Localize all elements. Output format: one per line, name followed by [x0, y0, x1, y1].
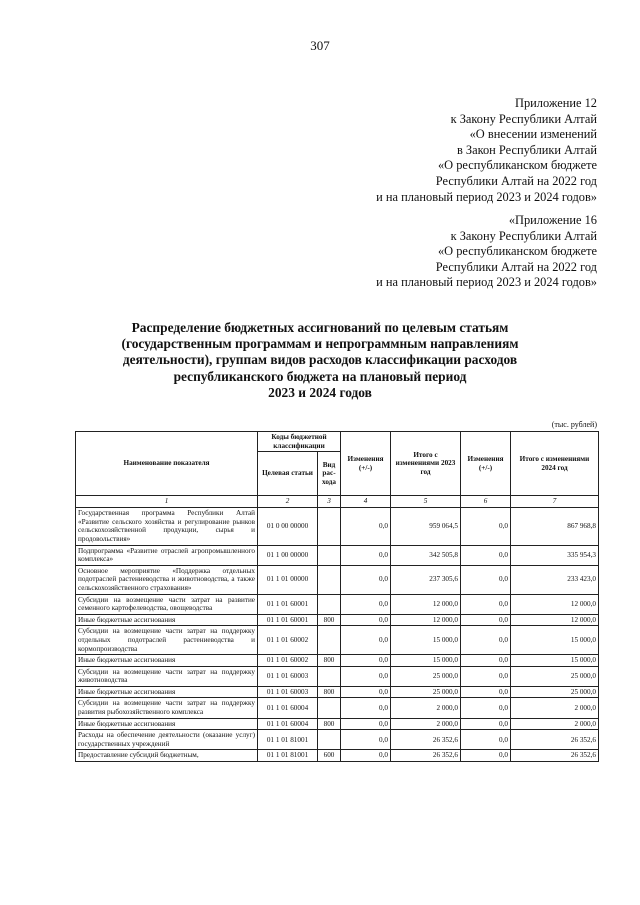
change-2024-cell: 0,0	[461, 718, 511, 730]
change-2024-cell: 0,0	[461, 545, 511, 565]
change-2024-cell: 0,0	[461, 594, 511, 614]
change-2023-cell: 0,0	[341, 508, 391, 545]
appendix-line: Приложение 12	[515, 96, 597, 110]
change-2024-cell: 0,0	[461, 750, 511, 762]
change-2024-cell: 0,0	[461, 614, 511, 626]
total-2023-cell: 25 000,0	[391, 666, 461, 686]
title-line: (государственным программам и непрограммным направлениям	[121, 336, 519, 352]
header-change-2023: Изменения (+/-)	[341, 432, 391, 496]
column-index: 3	[318, 496, 341, 508]
row-name-cell: Основное мероприятие «Поддержка отдельных подотраслей растениеводства и животноводства, а также сельскохозяйственного страхования»	[76, 565, 258, 594]
total-2024-cell: 15 000,0	[511, 626, 599, 655]
title-line: Распределение бюджетных ассигнований по целевым статьям	[131, 320, 509, 335]
change-2024-cell: 0,0	[461, 626, 511, 655]
row-name-cell: Расходы на обеспечение деятельности (оказание услуг) государственных учреждений	[76, 730, 258, 750]
budget-table	[75, 431, 599, 762]
appendix-line: «Приложение 16	[508, 213, 597, 227]
header-change-2024: Изменения (+/-)	[461, 432, 511, 496]
total-2024-cell: 12 000,0	[511, 614, 599, 626]
change-2023-cell: 0,0	[341, 655, 391, 667]
header-name: Наименование показателя	[76, 432, 258, 496]
target-code-cell: 01 1 01 60004	[258, 718, 318, 730]
appendix-line: и на плановый период 2023 и 2024 годов»	[376, 189, 597, 204]
header-vid: Вид рас-хода	[318, 452, 341, 496]
title-line: деятельности), группам видов расходов классификации расходов	[122, 352, 518, 368]
row-name-cell: Субсидии на возмещение части затрат на поддержку отдельных подотраслей растениеводства и кормопроизводства	[76, 626, 258, 655]
target-code-cell: 01 1 01 60001	[258, 594, 318, 614]
change-2023-cell: 0,0	[341, 545, 391, 565]
table-body	[76, 508, 599, 762]
change-2023-cell: 0,0	[341, 686, 391, 698]
header-codes-group: Коды бюджетной классификации	[258, 432, 341, 452]
change-2024-cell: 0,0	[461, 698, 511, 718]
column-index-row	[76, 496, 599, 508]
total-2023-cell: 26 352,6	[391, 730, 461, 750]
table-row	[76, 718, 599, 730]
total-2024-cell: 25 000,0	[511, 666, 599, 686]
appendix-line: «О республиканском бюджете	[437, 244, 597, 259]
expense-type-cell	[318, 626, 341, 655]
column-index: 6	[461, 496, 511, 508]
table-row	[76, 545, 599, 565]
row-name-cell: Субсидии на возмещение части затрат на поддержку развития рыбохозяйственного комплекса	[76, 698, 258, 718]
table-row	[76, 565, 599, 594]
total-2024-cell: 867 968,8	[511, 508, 599, 545]
column-index: 2	[258, 496, 318, 508]
title-line: республиканского бюджета на плановый период	[173, 368, 467, 384]
table-row	[76, 698, 599, 718]
target-code-cell: 01 1 01 00000	[258, 565, 318, 594]
appendix-16-header	[376, 213, 597, 291]
table-row	[76, 614, 599, 626]
change-2023-cell: 0,0	[341, 666, 391, 686]
row-name-cell: Иные бюджетные ассигнования	[76, 614, 258, 626]
total-2023-cell: 26 352,6	[391, 750, 461, 762]
expense-type-cell: 800	[318, 718, 341, 730]
appendix-line: Республики Алтай на 2022 год	[435, 173, 597, 188]
total-2024-cell: 26 352,6	[511, 730, 599, 750]
change-2023-cell: 0,0	[341, 626, 391, 655]
total-2023-cell: 12 000,0	[391, 594, 461, 614]
change-2024-cell: 0,0	[461, 655, 511, 667]
change-2023-cell: 0,0	[341, 594, 391, 614]
expense-type-cell	[318, 545, 341, 565]
target-code-cell: 01 1 01 60004	[258, 698, 318, 718]
total-2023-cell: 15 000,0	[391, 626, 461, 655]
unit-note: (тыс. рублей)	[551, 420, 597, 429]
expense-type-cell	[318, 666, 341, 686]
change-2023-cell: 0,0	[341, 614, 391, 626]
change-2023-cell: 0,0	[341, 718, 391, 730]
total-2024-cell: 2 000,0	[511, 698, 599, 718]
row-name-cell: Иные бюджетные ассигнования	[76, 686, 258, 698]
header-total-2024: Итого с изменениями 2024 год	[511, 432, 599, 496]
change-2024-cell: 0,0	[461, 508, 511, 545]
total-2023-cell: 25 000,0	[391, 686, 461, 698]
row-name-cell: Иные бюджетные ассигнования	[76, 718, 258, 730]
row-name-cell: Подпрограмма «Развитие отраслей агропромышленного комплекса»	[76, 545, 258, 565]
table-row	[76, 626, 599, 655]
table-row	[76, 655, 599, 667]
total-2024-cell: 335 954,3	[511, 545, 599, 565]
target-code-cell: 01 1 00 00000	[258, 545, 318, 565]
expense-type-cell	[318, 565, 341, 594]
target-code-cell: 01 1 01 60003	[258, 666, 318, 686]
appendix-line: к Закону Республики Алтай	[450, 228, 597, 243]
total-2023-cell: 15 000,0	[391, 655, 461, 667]
row-name-cell: Субсидии на возмещение части затрат на поддержку животноводства	[76, 666, 258, 686]
table-row	[76, 666, 599, 686]
table-row	[76, 686, 599, 698]
total-2023-cell: 12 000,0	[391, 614, 461, 626]
total-2024-cell: 25 000,0	[511, 686, 599, 698]
header-total-2023: Итого с изменениями 2023 год	[391, 432, 461, 496]
target-code-cell: 01 1 01 81001	[258, 750, 318, 762]
appendix-line: «О республиканском бюджете	[437, 158, 597, 173]
expense-type-cell	[318, 730, 341, 750]
title-line: 2023 и 2024 годов	[268, 384, 372, 400]
change-2024-cell: 0,0	[461, 686, 511, 698]
column-index: 5	[391, 496, 461, 508]
total-2023-cell: 237 305,6	[391, 565, 461, 594]
appendix-line: и на плановый период 2023 и 2024 годов»	[376, 275, 597, 290]
target-code-cell: 01 1 01 60003	[258, 686, 318, 698]
target-code-cell: 01 1 01 81001	[258, 730, 318, 750]
document-title	[70, 320, 570, 401]
expense-type-cell: 800	[318, 655, 341, 667]
appendix-line: «О внесении изменений	[469, 127, 597, 142]
header-target: Целевая статьи	[258, 452, 318, 496]
expense-type-cell: 800	[318, 614, 341, 626]
total-2023-cell: 2 000,0	[391, 698, 461, 718]
table-row	[76, 594, 599, 614]
target-code-cell: 01 0 00 00000	[258, 508, 318, 545]
change-2023-cell: 0,0	[341, 750, 391, 762]
total-2023-cell: 959 064,5	[391, 508, 461, 545]
appendix-12-header	[376, 96, 597, 205]
appendix-line: Республики Алтай на 2022 год	[435, 259, 597, 274]
total-2024-cell: 2 000,0	[511, 718, 599, 730]
total-2024-cell: 233 423,0	[511, 565, 599, 594]
column-index: 1	[76, 496, 258, 508]
expense-type-cell: 600	[318, 750, 341, 762]
appendix-line: в Закон Республики Алтай	[456, 142, 597, 157]
appendix-line: к Закону Республики Алтай	[450, 111, 597, 126]
row-name-cell: Предоставление субсидий бюджетным,	[76, 750, 258, 762]
target-code-cell: 01 1 01 60002	[258, 655, 318, 667]
column-index: 4	[341, 496, 391, 508]
target-code-cell: 01 1 01 60001	[258, 614, 318, 626]
change-2023-cell: 0,0	[341, 565, 391, 594]
row-name-cell: Субсидии на возмещение части затрат на развитие семенного картофелеводства, овощеводства	[76, 594, 258, 614]
expense-type-cell	[318, 508, 341, 545]
table-row	[76, 730, 599, 750]
change-2023-cell: 0,0	[341, 698, 391, 718]
total-2024-cell: 12 000,0	[511, 594, 599, 614]
total-2023-cell: 342 505,8	[391, 545, 461, 565]
table-row	[76, 750, 599, 762]
target-code-cell: 01 1 01 60002	[258, 626, 318, 655]
row-name-cell: Государственная программа Республики Алтай «Развитие сельского хозяйства и регулирование рынков сельскохозяйственной продукции, сырья и продовольствия»	[76, 508, 258, 545]
change-2023-cell: 0,0	[341, 730, 391, 750]
expense-type-cell	[318, 594, 341, 614]
total-2024-cell: 26 352,6	[511, 750, 599, 762]
expense-type-cell: 800	[318, 686, 341, 698]
table-row	[76, 508, 599, 545]
change-2024-cell: 0,0	[461, 730, 511, 750]
total-2024-cell: 15 000,0	[511, 655, 599, 667]
change-2024-cell: 0,0	[461, 666, 511, 686]
total-2023-cell: 2 000,0	[391, 718, 461, 730]
change-2024-cell: 0,0	[461, 565, 511, 594]
row-name-cell: Иные бюджетные ассигнования	[76, 655, 258, 667]
column-index: 7	[511, 496, 599, 508]
page-number: 307	[310, 38, 330, 53]
expense-type-cell	[318, 698, 341, 718]
